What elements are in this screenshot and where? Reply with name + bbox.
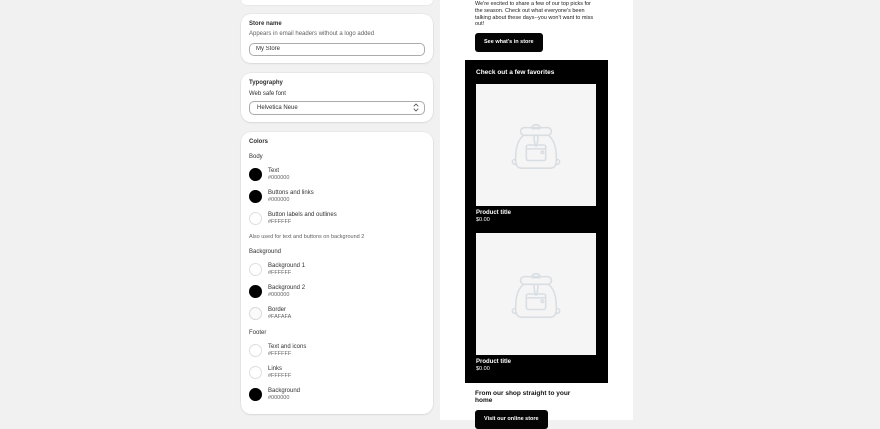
color-swatch-background-1[interactable] [249, 263, 262, 276]
colors-body-section-label: Body [249, 153, 263, 160]
web-safe-font-select[interactable] [249, 101, 425, 115]
color-hex: #FAFAFA [268, 313, 292, 320]
color-row-border[interactable] [249, 307, 425, 321]
color-label: Background [268, 387, 301, 394]
colors-title: Colors [249, 138, 269, 145]
color-row-footer-links[interactable] [249, 366, 425, 380]
color-row-background-2[interactable] [249, 285, 425, 299]
color-row-footer-background[interactable] [249, 388, 425, 402]
color-row-body-text[interactable] [249, 168, 425, 182]
typography-card [241, 73, 433, 122]
email-preview-pane [440, 0, 633, 420]
typography-title: Typography [249, 79, 283, 86]
store-name-title: Store name [249, 21, 282, 27]
product-price: $0.00 [476, 366, 490, 373]
favorites-section [465, 60, 608, 383]
color-hex: #000000 [268, 196, 290, 203]
color-hex: #000000 [268, 174, 290, 181]
color-swatch-footer-links[interactable] [249, 366, 262, 379]
store-name-card [241, 14, 433, 63]
colors-footer-section-label: Footer [249, 329, 267, 336]
color-label: Border [268, 306, 287, 313]
email-intro-block [465, 0, 608, 52]
product-title: Product title [476, 359, 512, 366]
colors-card [241, 132, 433, 414]
product-image-placeholder [476, 84, 596, 206]
web-safe-font-label: Web safe font [249, 90, 286, 97]
product-card [476, 233, 597, 373]
color-label: Links [268, 365, 283, 372]
shop-cta-heading: From our shop straight to your home [475, 390, 571, 405]
color-hex: #000000 [268, 291, 290, 298]
color-label: Buttons and links [268, 189, 314, 196]
color-hex: #FFFFFF [268, 269, 292, 276]
product-image-placeholder [476, 233, 596, 355]
selected-font-value: Helvetica Neue [257, 104, 298, 111]
color-row-buttons-links[interactable] [249, 190, 425, 204]
color-label: Background 1 [268, 262, 306, 269]
email-intro-text: We're excited to share a few of our top picks for the season. Check out what everyone's been talking about these days--you won't want to miss out! [475, 1, 594, 28]
color-swatch-button-labels-outlines[interactable] [249, 212, 262, 225]
shop-cta-section [465, 383, 608, 428]
color-hex: #000000 [268, 394, 290, 401]
visit-online-store-button[interactable]: Visit our online store [475, 410, 548, 429]
email-branding-settings-panel [241, 0, 433, 414]
color-label: Button labels and outlines [268, 211, 337, 218]
colors-body-note: Also used for text and buttons on background 2 [249, 233, 365, 240]
color-swatch-buttons-links[interactable] [249, 190, 262, 203]
color-swatch-background-2[interactable] [249, 285, 262, 298]
color-hex: #FFFFFF [268, 350, 292, 357]
color-swatch-footer-text-icons[interactable] [249, 344, 262, 357]
store-name-input[interactable] [249, 43, 425, 56]
product-title: Product title [476, 210, 512, 217]
color-hex: #FFFFFF [268, 218, 292, 225]
color-label: Text and icons [268, 343, 307, 350]
color-hex: #FFFFFF [268, 372, 292, 379]
select-stepper-icon [413, 103, 419, 112]
previous-card-bottom-edge [241, 0, 433, 5]
product-card [476, 84, 597, 224]
color-label: Text [268, 167, 280, 174]
store-name-description: Appears in email headers without a logo added [249, 31, 375, 37]
color-swatch-body-text[interactable] [249, 168, 262, 181]
bag-placeholder-icon [507, 264, 565, 324]
color-swatch-border[interactable] [249, 307, 262, 320]
favorites-heading: Check out a few favorites [476, 69, 555, 77]
color-row-background-1[interactable] [249, 263, 425, 277]
color-row-button-labels-outlines[interactable] [249, 212, 425, 226]
color-label: Background 2 [268, 284, 306, 291]
color-row-footer-text-icons[interactable] [249, 344, 425, 358]
see-whats-in-store-button[interactable]: See what's in store [475, 33, 543, 52]
product-price: $0.00 [476, 217, 490, 224]
colors-background-section-label: Background [249, 248, 282, 255]
bag-placeholder-icon [507, 115, 565, 175]
email-preview [465, 0, 608, 429]
color-swatch-footer-background[interactable] [249, 388, 262, 401]
